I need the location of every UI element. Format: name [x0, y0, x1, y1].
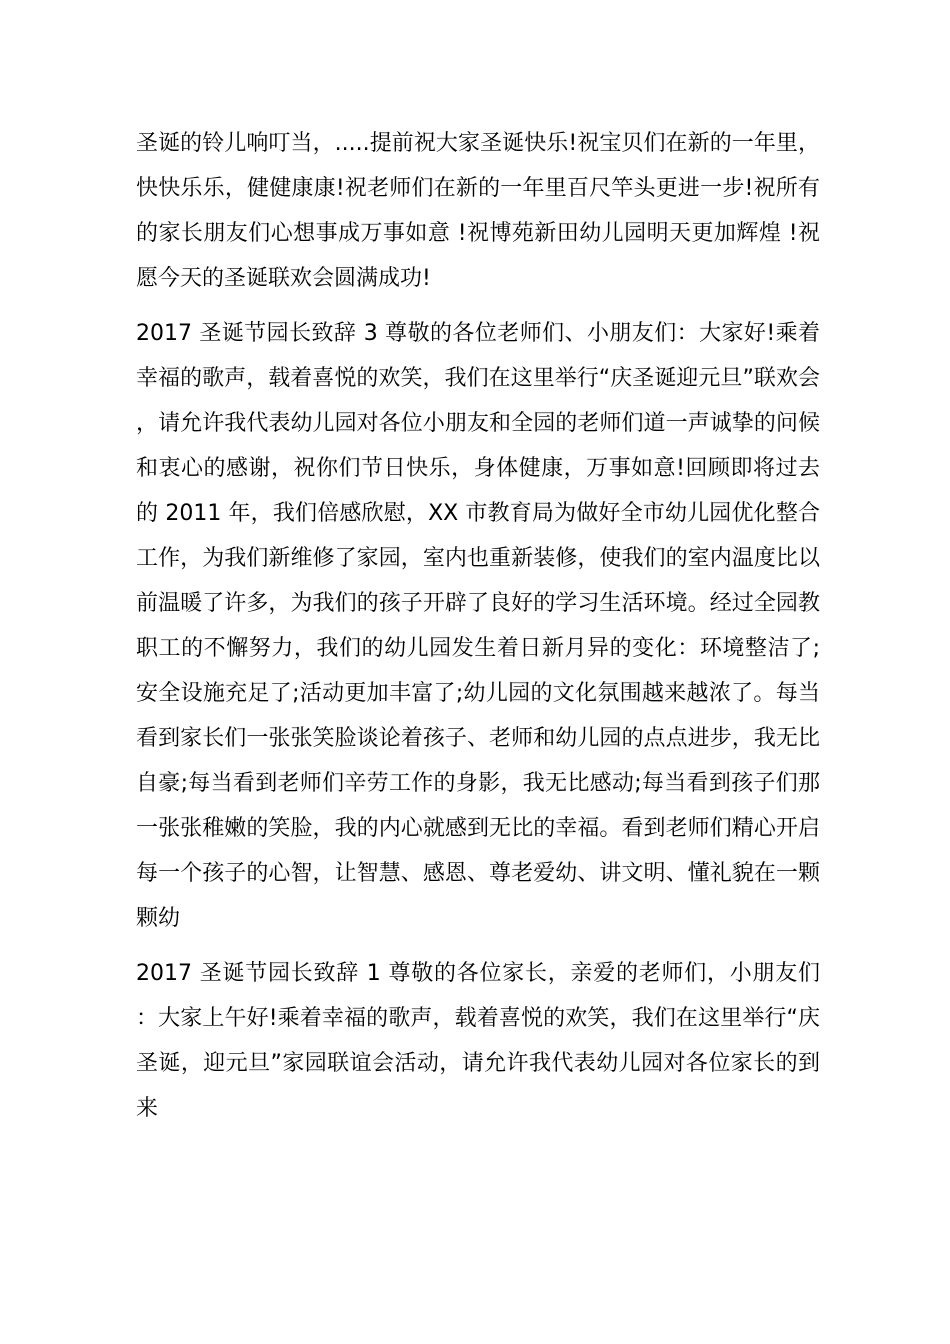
paragraph-principal-speech-3: 2017 圣诞节园长致辞 3 尊敬的各位老师们、小朋友们：大家好!乘着幸福的歌声，载着喜悦的欢笑，我们在这里举行“庆圣诞迎元旦”联欢会，请允许我代表幼儿园对各位小朋友和全园的老师们道一声诚挚的问候和衷心的感谢，祝你们节日快乐，身体健康，万事如意!回顾即将过去的 2011 年，我们倍感欣慰，XX 市教育局为做好全市幼儿园优化整合工作，为我们新维修了家园，室内也重新装修，使我们的室内温度比以前温暖了许多，为我们的孩子开辟了良好的学习生活环境。经过全园教职工的不懈努力，我们的幼儿园发生着日新月异的变化：环境整洁了;安全设施充足了;活动更加丰富了;幼儿园的文化氛围越来越浓了。每当看到家长们一张张笑脸谈论着孩子、老师和幼儿园的点点进步，我无比自豪;每当看到老师们辛劳工作的身影，我无比感动;每当看到孩子们那一张张稚嫩的笑脸，我的内心就感到无比的幸福。看到老师们精心开启每一个孩子的心智，让智慧、感恩、尊老爱幼、讲文明、懂礼貌在一颗颗幼	[136, 321, 820, 931]
document-body	[136, 121, 820, 1141]
paragraph-christmas-greetings: 圣诞的铃儿响叮当，.....提前祝大家圣诞快乐!祝宝贝们在新的一年里，快快乐乐，健健康康!祝老师们在新的一年里百尺竿头更进一步!祝所有的家长朋友们心想事成万事如意 !祝博苑新田幼儿园明天更加辉煌 !祝愿今天的圣诞联欢会圆满成功!	[136, 131, 820, 291]
paragraph-principal-speech-1: 2017 圣诞节园长致辞 1 尊敬的各位家长，亲爱的老师们，小朋友们：大家上午好!乘着幸福的歌声，载着喜悦的欢笑，我们在这里举行“庆圣诞，迎元旦”家园联谊会活动，请允许我代表幼儿园对各位家长的到来	[136, 961, 820, 1121]
